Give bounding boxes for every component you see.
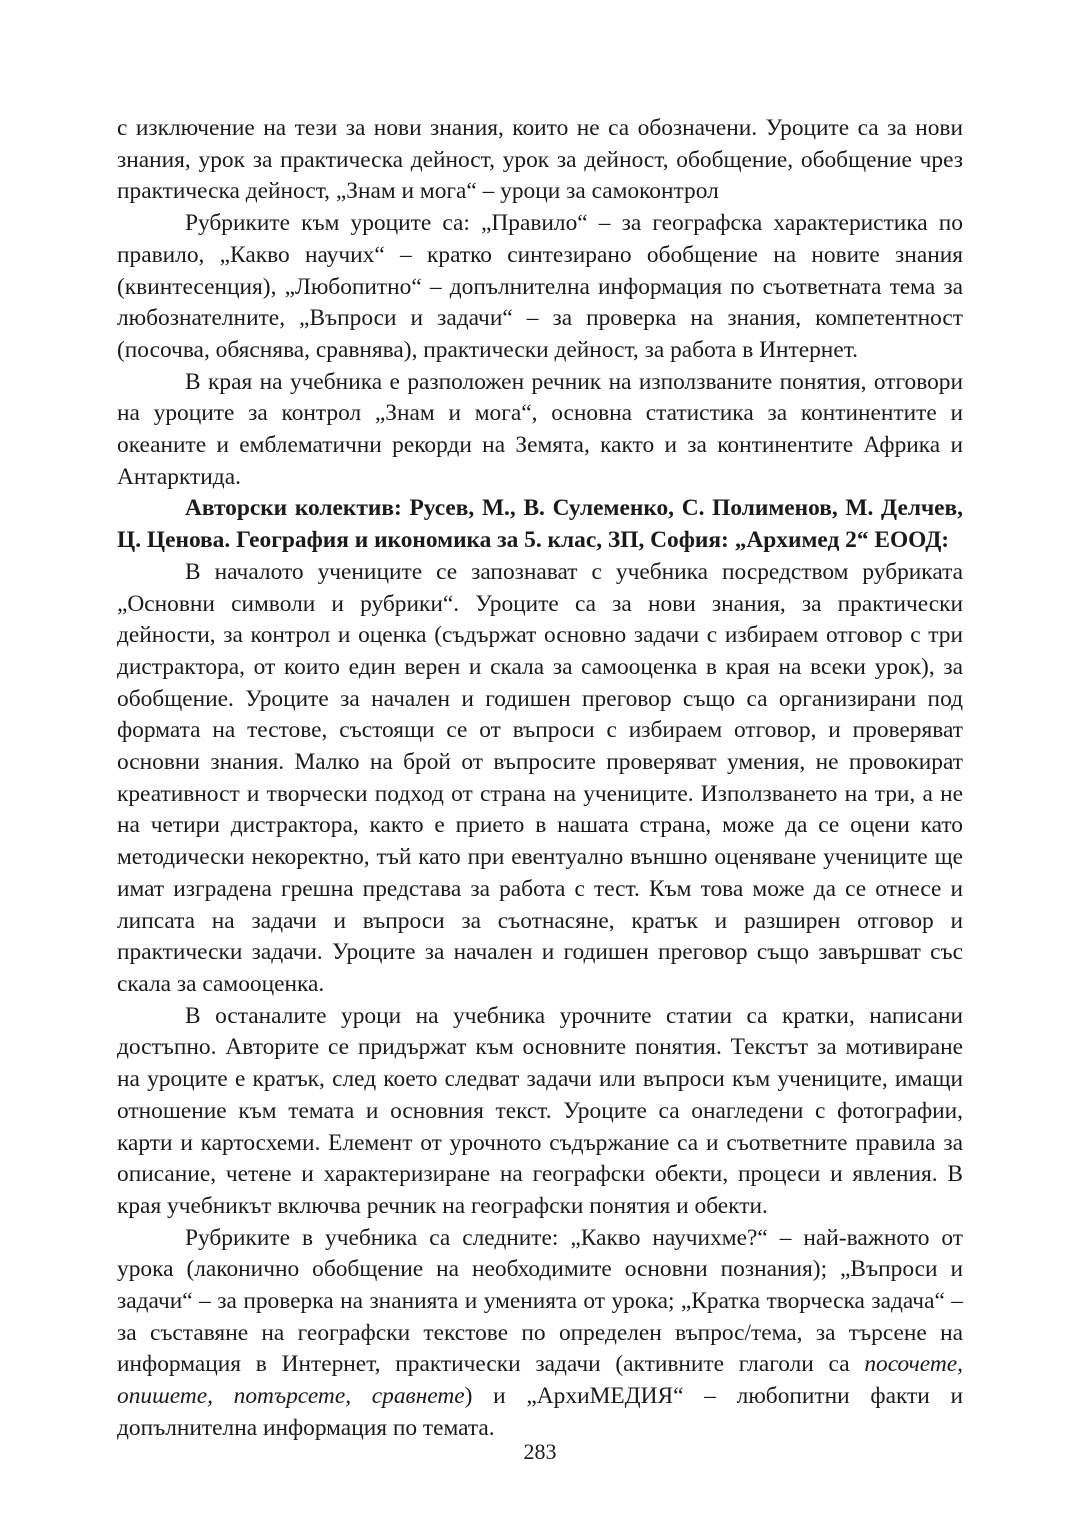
rubrics-text-end: ) и „АрхиМЕДИЯ“ – любопитни факти и допълнителна информация по темата. bbox=[117, 1383, 963, 1441]
paragraph-remaining-lessons: В останалите уроци на учебника урочните статии са кратки, написани достъпно. Авторите се придържат към основните понятия. Текстът за мотивиране на уроците е кратък, след което следват задачи или въпроси към учениците, имащи отношение към темата и основния текст. Уроците са онагледени с фотографии, карти и картосхеми. Елемент от урочното съдържание са и съответните правила за описание, четене и характеризиране на географски обекти, процеси и явления. В края учебникът включва речник на географски понятия и обекти. bbox=[117, 1002, 963, 1219]
paragraph-introduction: В началото учениците се запознават с учебника посредством рубриката „Основни символи и рубрики“. Уроците са за нови знания, за практически дейности, за контрол и оценка (съдържат основно задачи с избираем отговор с три дистрактора, от които един верен и скала за самооценка в края на всеки урок), за обобщение. Уроците за начален и годишен преговор също са организирани под формата на тестове, състоящи се от въпроси с избираем отговор, и проверяват основни знания. Малко на брой от въпросите проверяват умения, не провокират креативност и творчески подход от страна на учениците. Използването на три, а не на четири дистрактора, както е прието в нашата страна, може да се оцени като методически некоректно, тъй като при евентуално външно оценяване учениците ще имат изградена грешна представа за работа с тест. Към това може да се отнесе и липсата на задачи и въпроси за съотнасяне, кратък и разширен отговор и практически задачи. Уроците за начален и годишен преговор също завършват със скала за самооценка. bbox=[117, 558, 963, 997]
paragraph-rubrics: Рубриките към уроците са: „Правило“ – за географска характеристика по правило, „Какво научих“ – кратко синтезирано обобщение на новите знания (квинтесенция), „Любопитно“ – допълнителна информация по съответната тема за любознателните, „Въпроси и задачи“ – за проверка на знания, компетентност (посочва, обяснява, сравнява), практически дейност, за работа в Интернет. bbox=[117, 210, 963, 363]
rubrics-text-start: Рубриките в учебника са следните: „Какво научихме?“ – най-важното от урока (лаконично обобщение на необходимите основни познания); „Въпроси и задачи“ – за проверка на знанията и уменията от урока; „Кратка творческа задача“ – за съставяне на географски текстове по определен въпрос/тема, за търсене на информация в Интернет, практически задачи (активните глаголи са bbox=[117, 1224, 963, 1378]
active-verbs-italic: посочете, опишете, потърсете, сравнете bbox=[117, 1351, 963, 1410]
paragraph-textbook-rubrics bbox=[117, 1223, 963, 1445]
paragraph-glossary: В края на учебника е разположен речник на използваните понятия, отговори на уроците за контрол „Знам и мога“, основна статистика за континентите и океаните и емблематични рекорди на Земята, както и за континентите Африка и Антарктида. bbox=[117, 368, 963, 490]
paragraph-lesson-types: с изключение на тези за нови знания, които не са обозначени. Уроците са за нови знания, урок за практическа дейност, урок за дейност, обобщение, обобщение чрез практическа дейност, „Знам и мога“ – уроци за самоконтрол bbox=[117, 115, 963, 205]
authors-heading: Авторски колектив: Русев, М., В. Сулеменко, С. Полименов, М. Делчев, Ц. Ценова. География и икономика за 5. клас, ЗП, София: „Архимед 2“ ЕООД: bbox=[117, 495, 963, 554]
document-body bbox=[117, 113, 963, 1445]
page-number: 283 bbox=[523, 1439, 557, 1464]
